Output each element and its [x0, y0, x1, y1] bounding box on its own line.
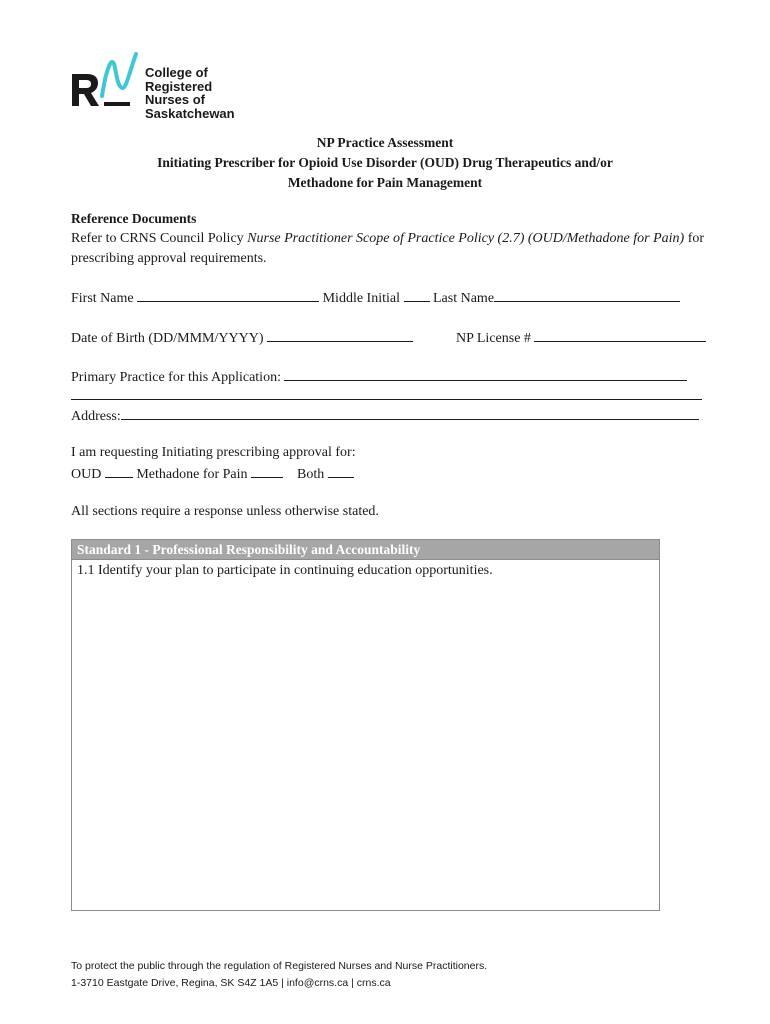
methadone-field[interactable] [251, 465, 283, 478]
primary-practice-row [71, 368, 687, 386]
both-field[interactable] [328, 465, 354, 478]
request-intro: I am requesting Initiating prescribing approval for: [71, 445, 356, 460]
org-name: College of Registered Nurses of Saskatchewan [145, 65, 235, 121]
primary-practice-field[interactable] [284, 368, 687, 381]
primary-practice-line2[interactable] [71, 399, 702, 400]
name-row [71, 289, 680, 307]
address-field[interactable] [121, 407, 699, 420]
reference-prefix: Refer to CRNS Council Policy [71, 231, 248, 246]
policy-name: Nurse Practitioner Scope of Practice Policy (2.7) (OUD/Methadone for Pain) [247, 231, 685, 246]
form-subtitle-line1: Initiating Prescriber for Opioid Use Disorder (OUD) Drug Therapeutics and/or [157, 155, 613, 170]
dob-field[interactable] [267, 329, 413, 342]
footer-mission: To protect the public through the regulation of Registered Nurses and Nurse Practitioners. [71, 960, 488, 972]
standard-1-header: Standard 1 - Professional Responsibility and Accountability [72, 540, 659, 559]
oud-label: OUD [71, 467, 102, 482]
both-label: Both [297, 467, 325, 482]
dob-row [71, 329, 413, 347]
primary-practice-label: Primary Practice for this Application: [71, 370, 281, 385]
reference-title: Reference Documents [71, 211, 197, 226]
dob-label: Date of Birth (DD/MMM/YYYY) [71, 331, 264, 346]
np-license-field[interactable] [534, 329, 706, 342]
methadone-label: Methadone for Pain [136, 467, 248, 482]
reference-text [71, 231, 704, 247]
form-subtitle-line2: Methadone for Pain Management [287, 175, 483, 190]
reference-suffix: for [684, 231, 705, 246]
middle-initial-label: Middle Initial [322, 291, 400, 306]
standard-1-divider [72, 559, 659, 560]
middle-initial-field[interactable] [404, 289, 430, 302]
np-license-label: NP License # [456, 331, 531, 346]
address-row [71, 407, 699, 425]
license-row [456, 329, 706, 347]
rn-logo-icon [70, 50, 142, 110]
first-name-label: First Name [71, 291, 134, 306]
first-name-field[interactable] [137, 289, 319, 302]
question-1-1: 1.1 Identify your plan to participate in continuing education opportunities. [77, 563, 493, 578]
footer-contact: 1-3710 Eastgate Drive, Regina, SK S4Z 1A5 | info@crns.ca | crns.ca [71, 977, 391, 989]
approval-type-row [71, 465, 354, 483]
crns-logo [70, 48, 250, 123]
standard-1-section [71, 539, 660, 911]
address-label: Address: [71, 409, 121, 424]
last-name-label: Last Name [433, 291, 495, 306]
oud-field[interactable] [105, 465, 133, 478]
response-note: All sections require a response unless otherwise stated. [71, 504, 379, 519]
question-1-1-response-area[interactable] [72, 582, 659, 910]
form-title: NP Practice Assessment [316, 135, 454, 150]
reference-text-line2: prescribing approval requirements. [71, 251, 267, 266]
last-name-field[interactable] [494, 289, 680, 302]
